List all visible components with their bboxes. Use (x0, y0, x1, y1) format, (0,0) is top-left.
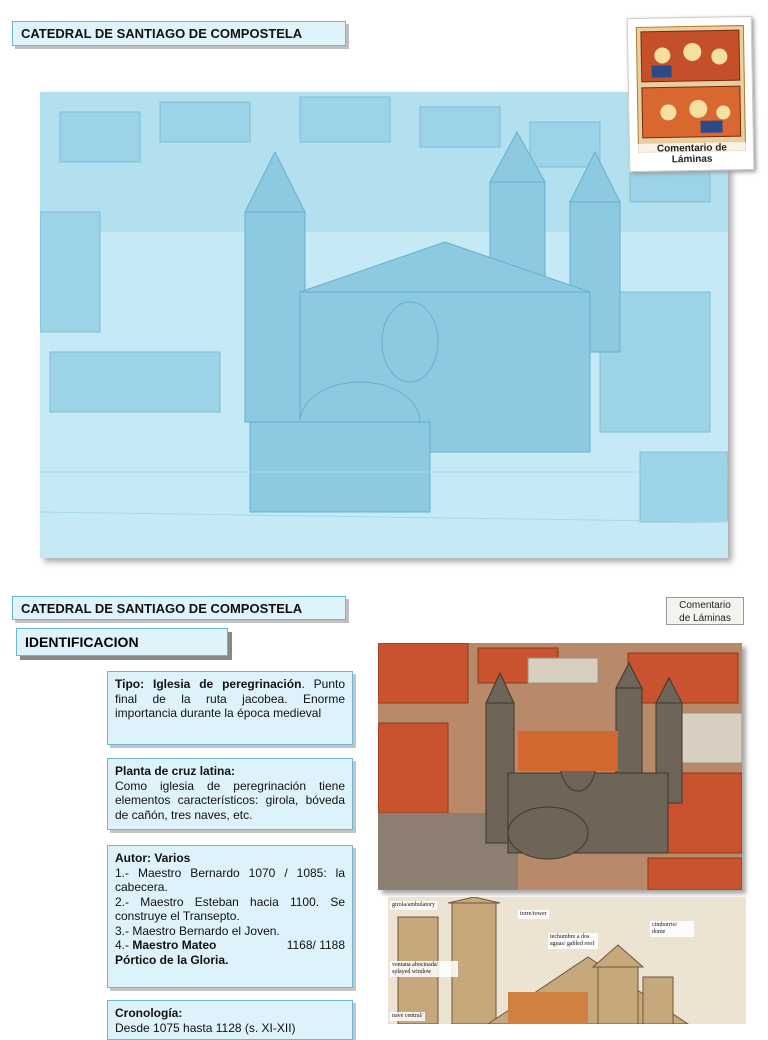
tipo-bold: Iglesia de peregrinación (152, 677, 302, 691)
autor-item-3: 3.- Maestro Bernardo el Joven. (115, 923, 280, 938)
autor-item4-bold: Maestro Mateo (132, 938, 217, 952)
tag-line1: Comentario (679, 600, 731, 611)
info-tipo (107, 671, 353, 745)
autor-item-1: 1.- Maestro Bernardo 1070 / 1085: la cabecera. (115, 865, 345, 894)
label-girola: girola/ambulatory (392, 902, 435, 908)
autor-item-2: 2.- Maestro Esteban hacia 1100. Se construye el Transepto. (115, 894, 345, 923)
info-planta (107, 758, 353, 830)
label-ventana: ventana abocinada/ splayed window (390, 961, 458, 977)
label-techumbre: techumbre a dos aguas/ gabled roof (548, 933, 598, 949)
tipo-label: Tipo: (115, 677, 145, 691)
comentario-laminas-tag (666, 597, 744, 625)
cathedral-aerial-photo-tinted (40, 92, 728, 558)
cronologia-text: Desde 1075 hasta 1128 (s. XI-XII) (115, 1020, 296, 1035)
section-identificacion: IDENTIFICACION (16, 628, 228, 656)
page2-title: CATEDRAL DE SANTIAGO DE COMPOSTELA (12, 596, 346, 620)
info-cronologia (107, 1000, 353, 1040)
planta-text: Como iglesia de peregrinación tiene elementos característicos: girola, bóveda de cañón, tres naves, etc. (115, 778, 345, 822)
tag-line2: de Láminas (679, 613, 731, 624)
info-autor (107, 845, 353, 988)
label-torre: torre/tower (520, 911, 547, 917)
label-cimborrio: cimborrio/ dome (650, 921, 694, 937)
comentario-laminas-badge (627, 16, 755, 172)
cathedral-cutaway-diagram (388, 897, 746, 1024)
cronologia-label: Cronología: (115, 1006, 183, 1020)
page1-title: CATEDRAL DE SANTIAGO DE COMPOSTELA (12, 21, 346, 46)
label-nave: nave central/ (392, 1013, 423, 1019)
badge-label: Comentario de Láminas (636, 142, 748, 166)
autor-item4-dates: 1168/ 1188 (286, 938, 345, 952)
tipo-text: . Punto final de la ruta jacobea. Enorme importancia durante la época medieval (115, 677, 345, 720)
manuscript-illustration (636, 25, 746, 153)
autor-item-4 (115, 938, 345, 953)
autor-item4-prefix: 4.- (115, 938, 130, 952)
autor-label: Autor: Varios (115, 851, 191, 865)
cathedral-aerial-photo (378, 643, 742, 890)
planta-label: Planta de cruz latina: (115, 764, 236, 778)
autor-item4-work: Pórtico de la Gloria. (115, 952, 229, 967)
